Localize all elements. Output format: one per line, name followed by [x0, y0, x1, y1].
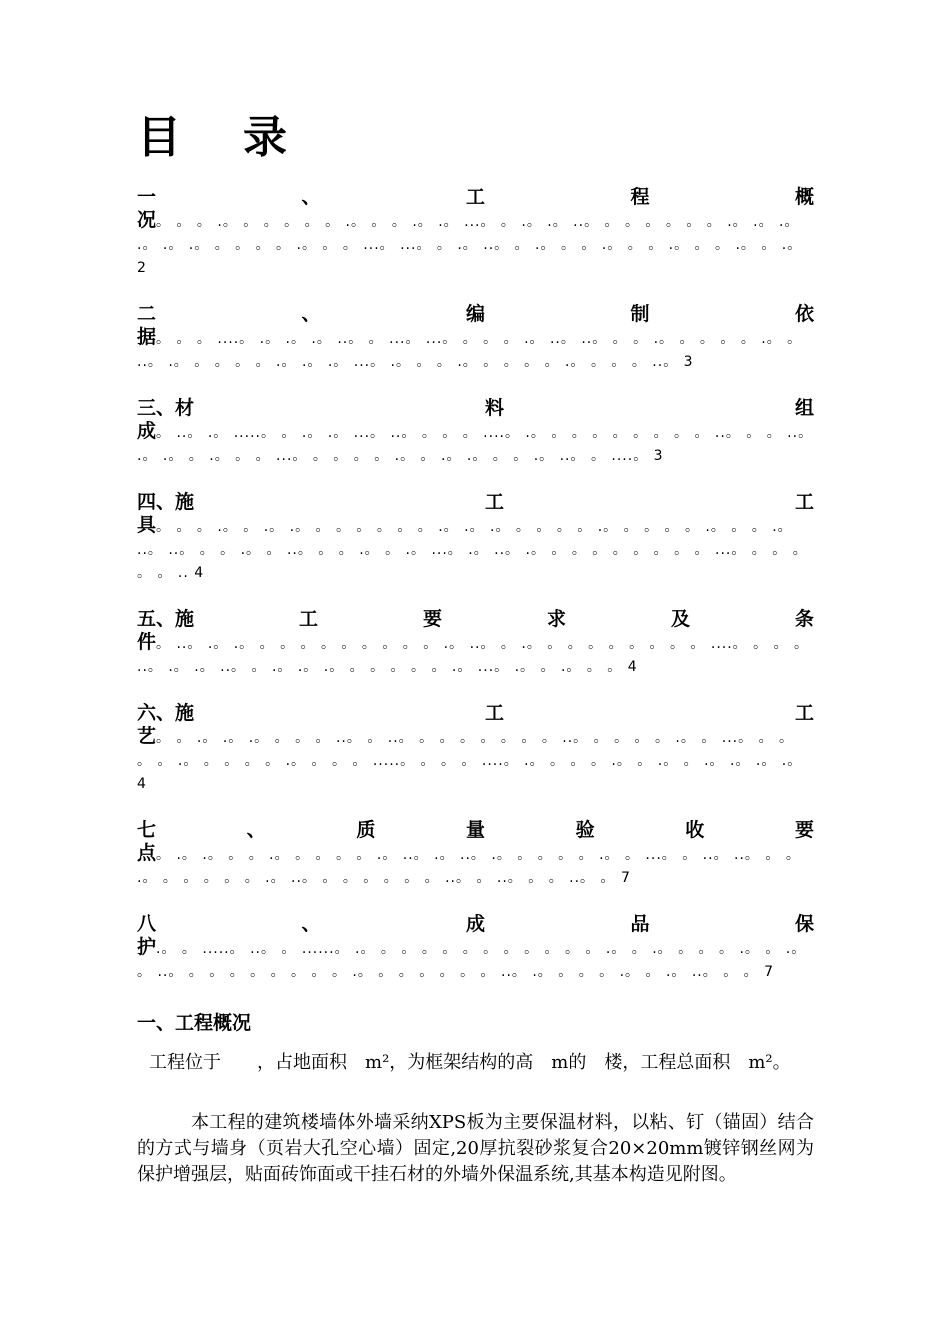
toc-title-char: 编 — [465, 303, 485, 325]
toc-entry-title — [137, 302, 814, 326]
toc-title-last-char: 点 — [137, 842, 157, 864]
toc-leader-line — [137, 936, 814, 984]
toc-page-number: 7 — [620, 870, 630, 886]
toc-title-char: 三、材 — [137, 397, 195, 419]
toc-leader-line — [137, 514, 814, 585]
toc-leader-line — [137, 842, 814, 890]
toc-title-char: 七 — [137, 819, 157, 841]
toc-entry-title — [137, 818, 814, 842]
toc-title-char: 成 — [465, 913, 485, 935]
toc-leader-line — [137, 326, 814, 374]
toc-title-char: 制 — [630, 303, 650, 325]
toc-dot-leader: 。 .。 .。 。 。 .。 。 。 。 。 .。 ..。 .。 ..。 .。 。 。 。 。 .。 。 ...。 。 ..。 ..。 。 。 .。 。 。 。 。 。 .。 ..。 。 。 。 。 。 。 ..。 。 ..。 。 。 ..。 。 — [137, 847, 801, 886]
table-of-contents — [137, 185, 814, 1006]
toc-entry[interactable] — [137, 302, 814, 374]
toc-entry-title — [137, 912, 814, 936]
toc-title-last-char: 护 — [137, 936, 157, 958]
toc-page-number: 4 — [137, 776, 146, 792]
toc-title-last-char: 件 — [137, 631, 157, 653]
toc-entry[interactable] — [137, 701, 814, 796]
toc-entry[interactable] — [137, 490, 814, 585]
toc-dot-leader: 。 ..。 .。 .。 。 。 。 。 。 。 。 。 。 .。 ..。 。 .。 。 。 。 。 。 。 。 。 ....。 。 。 。 ..。 .。 .。 ..。 。 .。 .。 .。 。 。 。 。 。 .。 ...。 .。 。 .。 。 。 — [137, 636, 810, 675]
toc-entry-title — [137, 185, 814, 209]
toc-page-number: 7 — [764, 964, 774, 980]
project-location-paragraph: 工程位于 ，占地面积 m²，为框架结构的高 m的 楼，工程总面积 m²。 — [149, 1052, 791, 1073]
toc-title-char: 八 — [137, 913, 157, 935]
toc-dot-leader: 。 。 。 .。 。 。 。 。 。 .。 。 。 .。 .。 ...。 。 .。 .。 ..。 。 。 。 。 。 。 .。 .。 .。 .。 .。 .。 。 。 。 。 .。 。 。 ...。 ...。 。 .。 ..。 。 .。 。 。 .。 。 。 .。 。 。 .。 。 .。 — [137, 214, 803, 253]
toc-dot-leader: 。 。 。 ....。 .。 .。 .。 ..。 。 ...。 ...。 。 。 。 .。 ..。 ..。 。 。 .。 。 。 。 。 .。 。 ..。 .。 。 。 。 。 .。 .。 .。 ...。 .。 。 。 .。 。 。 。 。 .。 。 。 。 ..。 — [137, 331, 803, 370]
toc-entry[interactable] — [137, 396, 814, 468]
toc-title-last-char: 成 — [137, 420, 157, 442]
toc-title-char: 要 — [794, 819, 814, 841]
toc-title-char: 及 — [670, 608, 690, 630]
toc-title-char: 工 — [484, 491, 504, 513]
toc-title-char: 概 — [794, 186, 814, 208]
toc-title-char: 条 — [794, 608, 814, 630]
toc-title-last-char: 具 — [137, 514, 157, 536]
toc-entry-title — [137, 701, 814, 725]
toc-leader-line — [137, 420, 814, 468]
toc-title-char: 六、施 — [137, 702, 195, 724]
toc-title-char: 保 — [794, 913, 814, 935]
toc-entry-title — [137, 490, 814, 514]
toc-title-char: 五、施 — [137, 608, 195, 630]
toc-title-char: 收 — [685, 819, 705, 841]
toc-entry[interactable] — [137, 607, 814, 679]
toc-title-char: 工 — [484, 702, 504, 724]
toc-title-char: 验 — [575, 819, 595, 841]
toc-page-number: 3 — [653, 448, 663, 464]
toc-page-number: 4 — [627, 659, 637, 675]
toc-title-char: 质 — [356, 819, 376, 841]
toc-title-char: 程 — [630, 186, 650, 208]
toc-title: 目录 — [137, 112, 349, 163]
toc-title-char: 量 — [465, 819, 485, 841]
toc-title-char: 二 — [137, 303, 157, 325]
toc-title-char: 工 — [794, 702, 814, 724]
toc-page-number: 3 — [683, 354, 693, 370]
toc-title-char: 一 — [137, 186, 157, 208]
toc-title-char: 品 — [630, 913, 650, 935]
toc-dot-leader: 。 。 。 .。 。 .。 .。 。 。 。 。 。 。 .。 .。 .。 。 。 。 。 .。 。 。 。 。 .。 。 。 .。 ..。 ..。 。 。 .。 。 ..。 。 。 .。 。 .。 ...。 .。 ..。 .。 。 。 。 。 。 。 。 。 ...。 。 。 。 。 。 .. — [137, 519, 808, 581]
toc-entry[interactable] — [137, 818, 814, 890]
toc-leader-line — [137, 209, 814, 280]
toc-title-char: 要 — [422, 608, 442, 630]
toc-title-char: 料 — [484, 397, 504, 419]
section-heading: 一、工程概况 — [137, 1012, 252, 1034]
toc-title-char: 工 — [794, 491, 814, 513]
toc-page-number: 4 — [194, 565, 204, 581]
toc-leader-line — [137, 725, 814, 796]
toc-title-char: 、 — [246, 819, 266, 841]
toc-leader-line — [137, 631, 814, 679]
toc-dot-leader: .。 。 .....。 ..。 。 ......。 .。 。 。 。 。 。 。 。 。 。 。 。 .。 。 .。 。 。 。 .。 。 .。 。 ..。 。 。 。 。 。 。 。 。 .。 。 。 。 。 。 。 ..。 .。 。 。 。 .。 。 .。 ..。 。 。 — [137, 941, 807, 980]
toc-title-char: 、 — [301, 186, 321, 208]
toc-title-char: 、 — [301, 303, 321, 325]
toc-dot-leader: 。 ..。 .。 .....。 。 .。 .。 ...。 ..。 。 。 。 ....。 .。 。 。 。 。 。 。 。 。 ..。 。 。 ..。 .。 .。 。 .。 。 。 ...。 。 。 。 。 .。 。 .。 .。 。 。 .。 ..。 。 ....。 — [137, 425, 814, 464]
toc-title-last-char: 况 — [137, 209, 157, 231]
toc-title-char: 求 — [546, 608, 566, 630]
project-description-paragraph: 本工程的建筑楼墙体外墙采纳XPS板为主要保温材料，以粘、钉（锚固）结合的方式与墙身（页岩大孔空心墙）固定,20厚抗裂砂浆复合20×20mm镀锌钢丝网为保护增强层，贴面砖饰面或干挂石材的外墙外保温系统,其基本构造见附图。 — [137, 1112, 814, 1185]
toc-title-char: 四、施 — [137, 491, 195, 513]
toc-title-char: 组 — [794, 397, 814, 419]
toc-title-char: 、 — [301, 913, 321, 935]
toc-entry[interactable] — [137, 912, 814, 984]
toc-title-char: 工 — [465, 186, 485, 208]
toc-entry[interactable] — [137, 185, 814, 280]
toc-title-char: 工 — [298, 608, 318, 630]
toc-title-last-char: 据 — [137, 326, 157, 348]
toc-title-last-char: 艺 — [137, 725, 157, 747]
toc-title-char: 依 — [794, 303, 814, 325]
toc-entry-title — [137, 396, 814, 420]
toc-page-number: 2 — [137, 260, 146, 276]
toc-entry-title — [137, 607, 814, 631]
toc-dot-leader: 。 。 .。 .。 .。 。 。 。 ..。 。 ..。 。 。 。 。 。 。 。 ..。 。 。 。 。 .。 。 ...。 。 。 。 。 .。 。 。 。 。 .。 。 。 。 .....。 。 。 。 ....。 .。 。 。 。 .。 。 .。 。 .。 .。 .。 .。 — [137, 730, 803, 769]
